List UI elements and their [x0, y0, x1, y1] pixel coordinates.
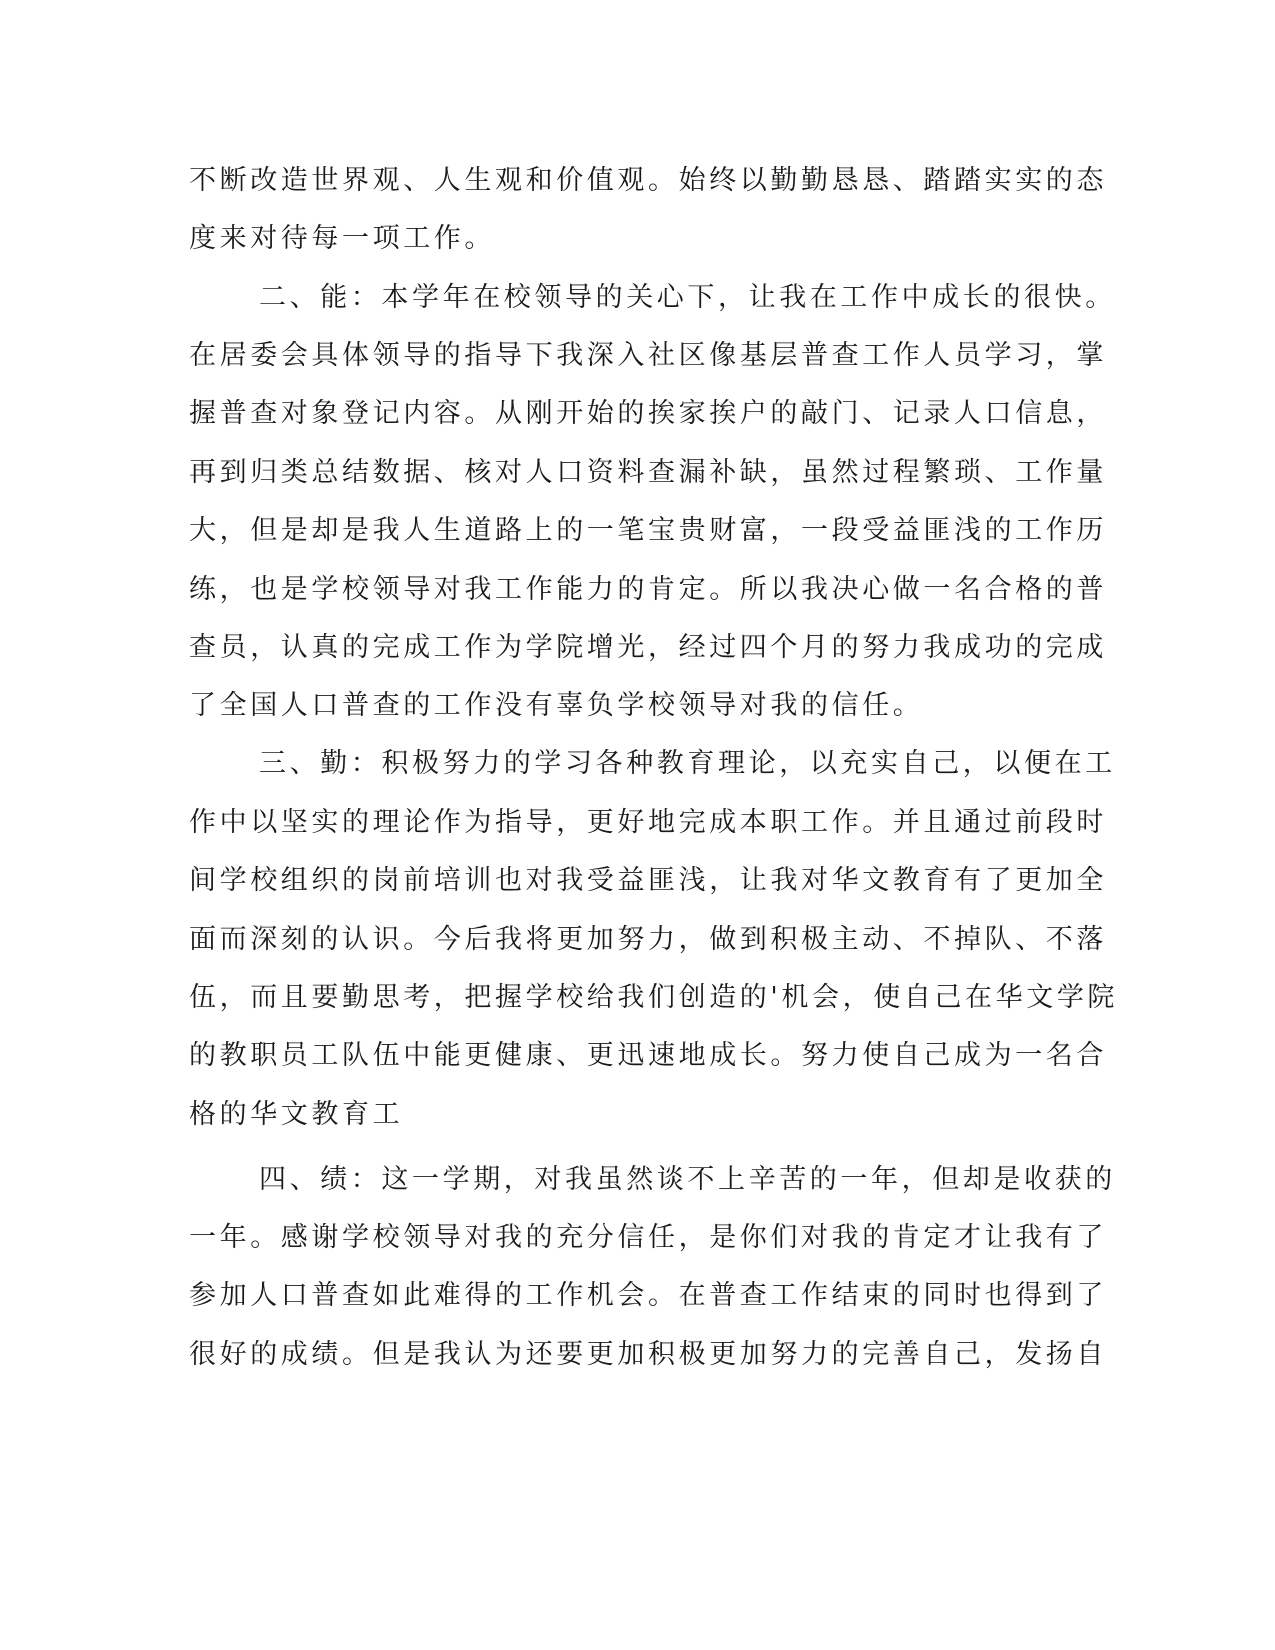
text-line: 面而深刻的认识。今后我将更加努力，做到积极主动、不掉队、不落: [189, 924, 1107, 955]
text-line: 度来对待每一项工作。: [189, 223, 495, 254]
text-line: 格的华文教育工: [189, 1099, 404, 1130]
paragraph-heading-line: 三、勤：积极努力的学习各种教育理论，以充实自己，以便在工: [259, 748, 1116, 779]
paragraph-heading-line: 四、绩：这一学期，对我虽然谈不上辛苦的一年，但却是收获的: [259, 1164, 1116, 1195]
text-line: 在居委会具体领导的指导下我深入社区像基层普查工作人员学习，掌: [189, 340, 1107, 371]
text-line: 了全国人口普查的工作没有辜负学校领导对我的信任。: [189, 690, 924, 721]
text-line: 查员，认真的完成工作为学院增光，经过四个月的努力我成功的完成: [189, 632, 1107, 663]
text-line: 的教职员工队伍中能更健康、更迅速地成长。努力使自己成为一名合: [189, 1040, 1107, 1071]
text-line: 参加人口普查如此难得的工作机会。在普查工作结束的同时也得到了: [189, 1280, 1107, 1311]
text-line: 大，但是却是我人生道路上的一笔宝贵财富，一段受益匪浅的工作历: [189, 515, 1107, 546]
text-line: 练，也是学校领导对我工作能力的肯定。所以我决心做一名合格的普: [189, 574, 1107, 605]
text-line: 握普查对象登记内容。从刚开始的挨家挨户的敲门、记录人口信息，: [189, 398, 1107, 429]
text-line: 不断改造世界观、人生观和价值观。始终以勤勤恳恳、踏踏实实的态: [189, 165, 1107, 196]
text-line: 间学校组织的岗前培训也对我受益匪浅，让我对华文教育有了更加全: [189, 865, 1107, 896]
text-line: 一年。感谢学校领导对我的充分信任，是你们对我的肯定才让我有了: [189, 1222, 1107, 1253]
text-line: 作中以坚实的理论作为指导，更好地完成本职工作。并且通过前段时: [189, 807, 1107, 838]
text-line: 再到归类总结数据、核对人口资料查漏补缺，虽然过程繁琐、工作量: [189, 457, 1107, 488]
text-line: 很好的成绩。但是我认为还要更加积极更加努力的完善自己，发扬自: [189, 1339, 1107, 1370]
paragraph-heading-line: 二、能：本学年在校领导的关心下，让我在工作中成长的很快。: [259, 282, 1116, 313]
text-line: 伍，而且要勤思考，把握学校给我们创造的'机会，使自己在华文学院: [189, 982, 1119, 1013]
